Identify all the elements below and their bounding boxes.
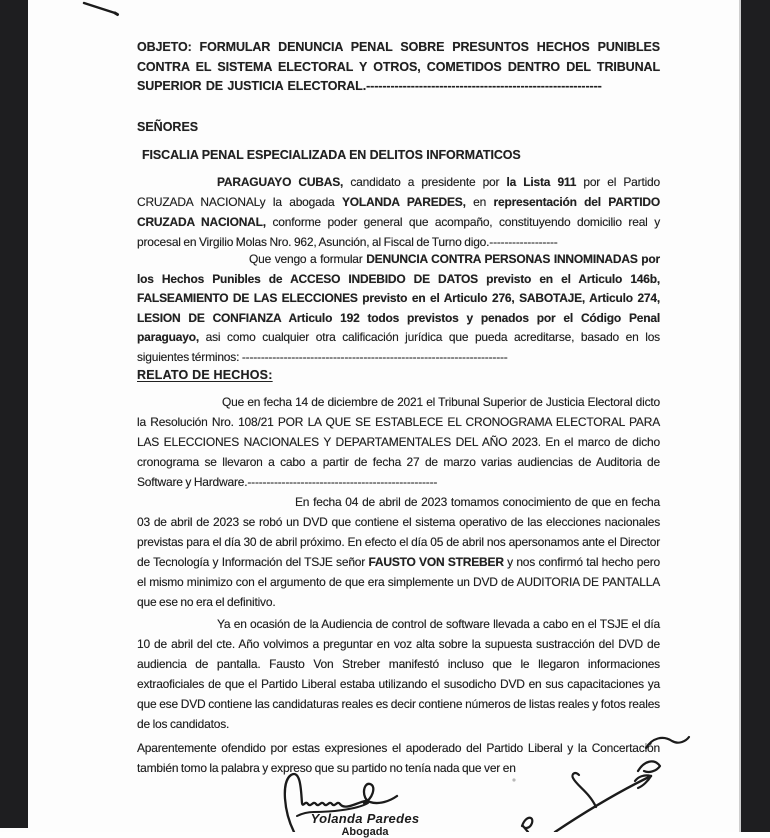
paragraph-parties <box>137 172 660 252</box>
text-run: PARAGUAYO CUBAS, <box>217 175 344 189</box>
text-run: la Lista 911 <box>506 175 577 189</box>
text-run: DENUNCIA CONTRA PERSONAS INNOMINADAS por los Hechos Punibles de ACCESO INDEBIDO DE DATOS previsto en el Articulo 146b, FALSEAMIENTO DE LAS ELECCIONES previsto en el Articulo 276, SABOTAJE, Articulo 274, LESION DE CONFIANZA Articulo 192 todos previstos y penados por el Código Penal paraguayo, <box>137 252 660 345</box>
object-heading: OBJETO: FORMULAR DENUNCIA PENAL SOBRE PRESUNTOS HECHOS PUNIBLES CONTRA EL SISTEMA ELECTORAL Y OTROS, COMETIDOS DENTRO DEL TRIBUNAL SUPERIOR DE JUSTICIA ELECTORAL.---------------------------------------------------------- <box>137 40 660 93</box>
paragraph-cronograma <box>137 392 660 492</box>
text-run: Aparentemente ofendido por estas expresiones el apoderado del Partido Liberal y la Concertación también tomo la palabra y expreso que su partido no tenía nada que ver en <box>137 741 660 775</box>
signature-title: Abogada <box>341 826 389 838</box>
text-run: candidato a presidente por <box>343 175 507 189</box>
text-run: conforme poder general que acompaño, constituyendo domicilio real y procesal en Virgilio Molas Nro. 962, Asunción, al Fiscal de Turno digo.------------------ <box>137 215 660 249</box>
text-run: YOLANDA PAREDES, <box>341 195 466 209</box>
pen-mark-top-left <box>78 0 126 18</box>
text-run: en <box>465 195 494 209</box>
paragraph-denuncia <box>137 250 660 368</box>
right-dark-edge <box>739 0 770 832</box>
paragraph-audiencia <box>137 614 660 734</box>
left-dark-edge <box>0 0 28 828</box>
text-run: Que vengo a formular <box>249 252 367 266</box>
fiscalia-heading: FISCALIA PENAL ESPECIALIZADA EN DELITOS INFORMATICOS <box>142 148 521 162</box>
signature-name: Yolanda Paredes <box>310 811 420 826</box>
text-run: por el Partido CRUZADA NACIONALy la abogada <box>137 175 660 209</box>
paragraph-dvd-robo <box>137 492 660 612</box>
text-run: Que en fecha 14 de diciembre de 2021 el Tribunal Superior de Justicia Electoral dicto la Resolución Nro. 108/21 POR LA QUE SE ESTABLECE EL CRONOGRAMA ELECTORAL PARA LAS ELECCIONES NACIONALES Y DEPARTAMENTALES DEL AÑO 2023. En el marco de dicho cronograma se llevaron a cabo a partir de fecha 27 de marzo varias audiencias de Auditoria de Software y Hardware.-------------------------------------------------- <box>137 395 660 489</box>
text-run: En fecha 04 de abril de 2023 tomamos conocimiento de que en fecha 03 de abril de 2023 se robó un DVD que contiene el sistema operativo de las elecciones nacionales previstas para el día 30 de abril próximo. En efecto el día 05 de abril nos apersonamos ante el Director de Tecnología y Información del TSJE señor <box>137 495 660 569</box>
text-run: asi como cualquier otra calificación jurídica que pueda acreditarse, basado en los siguientes términos: ---------------------------------------------------------------------- <box>137 330 660 364</box>
second-signature-stroke <box>500 730 700 832</box>
text-run: y nos confirmó tal hecho pero el mismo minimizo con el argumento de que era simplemente un DVD de AUDITORIA DE PANTALLA que ese no era el definitivo. <box>137 555 660 609</box>
senores-heading: SEÑORES <box>137 120 199 134</box>
text-run: FAUSTO VON STREBER <box>368 555 504 569</box>
text-run: representación del PARTIDO CRUZADA NACIONAL, <box>137 195 661 229</box>
relato-heading: RELATO DE HECHOS: <box>137 368 273 382</box>
text-run: Ya en ocasión de la Audiencia de control de software llevada a cabo en el TSJE el día 10 de abril del cte. Año volvimos a preguntar en voz alta sobre la supuesta sustracción del DVD de audiencia de pantalla. Fausto Von Streber manifestó incluso que le llegaron informaciones extraoficiales de que el Partido Liberal estaba utilizando el susodicho DVD en sus capacitaciones ya que ese DVD contiene las candidaturas reales es decir contiene números de listas reales y fotos reales de los candidatos. <box>137 617 660 731</box>
